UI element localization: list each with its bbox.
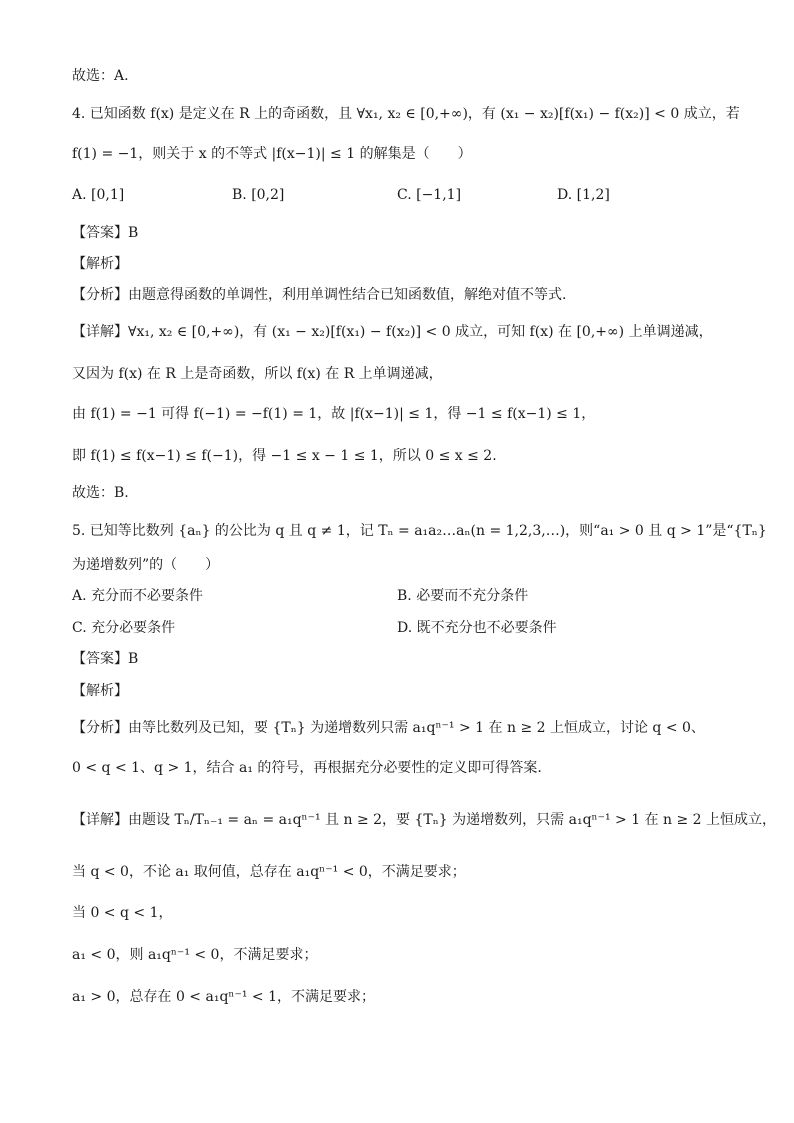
detail-text: 由 f(1) = −1 可得 f(−1) = −f(1) = 1，故 |f(x−1)| ≤ 1，得 −1 ≤ f(x−1) ≤ 1， xyxy=(72,406,596,422)
answer-label: 【答案】B xyxy=(72,651,139,667)
detail-text: 当 q < 0，不论 a₁ 取何值，总存在 a₁qⁿ⁻¹ < 0，不满足要求； xyxy=(72,864,466,880)
q5-option-c: C. 充分必要条件 xyxy=(72,620,176,636)
analysis-label: 【解析】 xyxy=(72,683,128,699)
q5-option-d: D. 既不充分也不必要条件 xyxy=(397,620,557,636)
question-5-stem-cont: 为递增数列”的（ ） xyxy=(72,557,220,573)
q4-option-d: D. [1,2] xyxy=(557,187,610,203)
q5-option-a: A. 充分而不必要条件 xyxy=(72,588,204,604)
detail-text: a₁ > 0，总存在 0 < a₁qⁿ⁻¹ < 1，不满足要求； xyxy=(72,989,376,1005)
choice-line: 故选：B. xyxy=(72,485,129,501)
detail-text: 当 0 < q < 1， xyxy=(72,905,173,921)
detail-text: 又因为 f(x) 在 R 上是奇函数，所以 f(x) 在 R 上单调递减， xyxy=(72,366,443,382)
q5-option-b: B. 必要而不充分条件 xyxy=(397,588,529,604)
analysis-text: 【分析】由等比数列及已知，要 {Tₙ} 为递增数列只需 a₁qⁿ⁻¹ > 1 在 n ≥ 2 上恒成立，讨论 q < 0、 xyxy=(72,720,705,736)
detail-text: 即 f(1) ≤ f(x−1) ≤ f(−1)，得 −1 ≤ x − 1 ≤ 1，所以 0 ≤ x ≤ 2. xyxy=(72,448,497,464)
detail-text: 【详解】由题设 Tₙ/Tₙ₋₁ = aₙ = a₁qⁿ⁻¹ 且 n ≥ 2，要 {Tₙ} 为递增数列，只需 a₁qⁿ⁻¹ > 1 在 n ≥ 2 上恒成立， xyxy=(72,812,777,828)
q4-option-a: A. [0,1] xyxy=(72,187,125,203)
detail-text: a₁ < 0，则 a₁qⁿ⁻¹ < 0，不满足要求； xyxy=(72,947,318,963)
q4-option-c: C. [−1,1] xyxy=(397,187,462,203)
question-4-stem-cont: f(1) = −1，则关于 x 的不等式 |f(x−1)| ≤ 1 的解集是（ ） xyxy=(72,146,472,162)
analysis-text: 【分析】由题意得函数的单调性，利用单调性结合已知函数值，解绝对值不等式. xyxy=(72,287,567,303)
detail-text: 【详解】∀x₁, x₂ ∈ [0,+∞)，有 (x₁ − x₂)[f(x₁) − f(x₂)] < 0 成立，可知 f(x) 在 [0,+∞) 上单调递减， xyxy=(72,324,713,340)
question-5-stem: 5. 已知等比数列 {aₙ} 的公比为 q 且 q ≠ 1，记 Tₙ = a₁a₂…aₙ(n = 1,2,3,…)，则“a₁ > 0 且 q > 1”是“{Tₙ} xyxy=(72,523,767,539)
answer-label: 【答案】B xyxy=(72,225,139,241)
q4-option-b: B. [0,2] xyxy=(232,187,285,203)
question-4-stem: 4. 已知函数 f(x) 是定义在 R 上的奇函数，且 ∀x₁, x₂ ∈ [0,+∞)，有 (x₁ − x₂)[f(x₁) − f(x₂)] < 0 成立，若 xyxy=(72,106,740,122)
analysis-text: 0 < q < 1、q > 1，结合 a₁ 的符号，再根据充分必要性的定义即可得答案. xyxy=(72,760,542,776)
analysis-label: 【解析】 xyxy=(72,256,128,272)
text-line: 故选：A. xyxy=(72,68,129,84)
